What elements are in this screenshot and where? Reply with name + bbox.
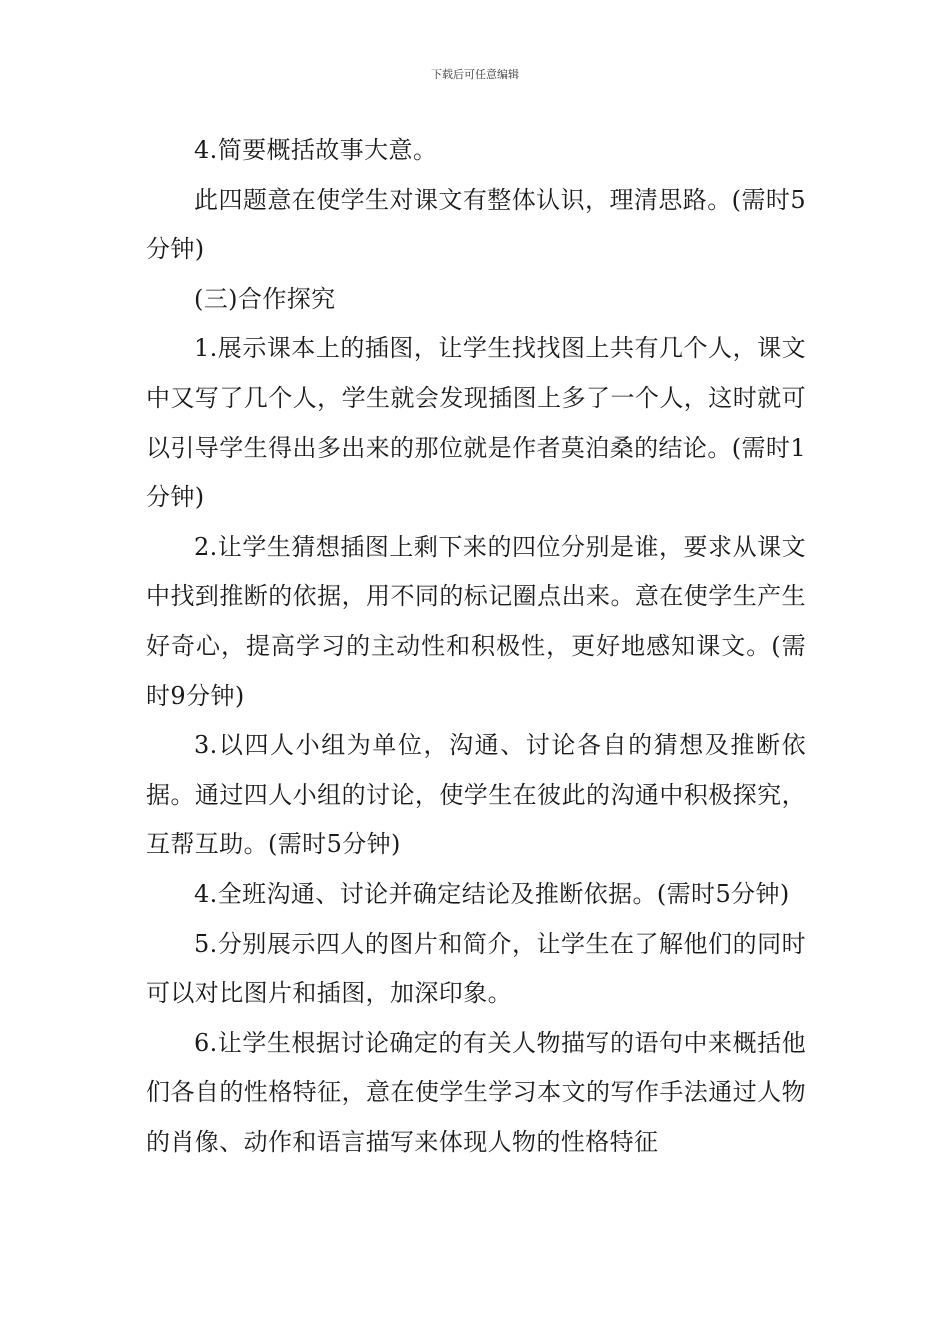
paragraph-item-1: 1.展示课本上的插图，让学生找找图上共有几个人，课文中又写了几个人，学生就会发现插图上多了一个人，这时就可以引导学生得出多出来的那位就是作者莫泊桑的结论。(需时1分钟) [146,334,806,512]
paragraph-item-3: 3.以四人小组为单位，沟通、讨论各自的猜想及推断依据。通过四人小组的讨论，使学生在彼此的沟通中积极探究，互帮互助。(需时5分钟) [146,731,806,859]
section-heading-cooperative-inquiry: (三)合作探究 [194,284,336,313]
paragraph-purpose-note: 此四题意在使学生对课文有整体认识，理清思路。(需时5分钟) [146,185,806,264]
paragraph-item-4: 4.全班沟通、讨论并确定结论及推断依据。(需时5分钟) [194,879,790,908]
paragraph-item-5: 5.分别展示四人的图片和简介，让学生在了解他们的同时可以对比图片和插图，加深印象。 [146,929,806,1008]
document-body [146,126,806,1167]
paragraph-item-6: 6.让学生根据讨论确定的有关人物描写的语句中来概括他们各自的性格特征，意在使学生学习本文的写作手法通过人物的肖像、动作和语言描写来体现人物的性格特征 [146,1028,806,1156]
page-header: 下载后可任意编辑 [431,68,519,81]
paragraph-step-4-summary: 4.简要概括故事大意。 [194,136,438,164]
paragraph-item-2: 2.让学生猜想插图上剩下来的四位分别是谁，要求从课文中找到推断的依据，用不同的标记圈点出来。意在使学生产生好奇心，提高学习的主动性和积极性，更好地感知课文。(需时9分钟) [146,532,806,710]
